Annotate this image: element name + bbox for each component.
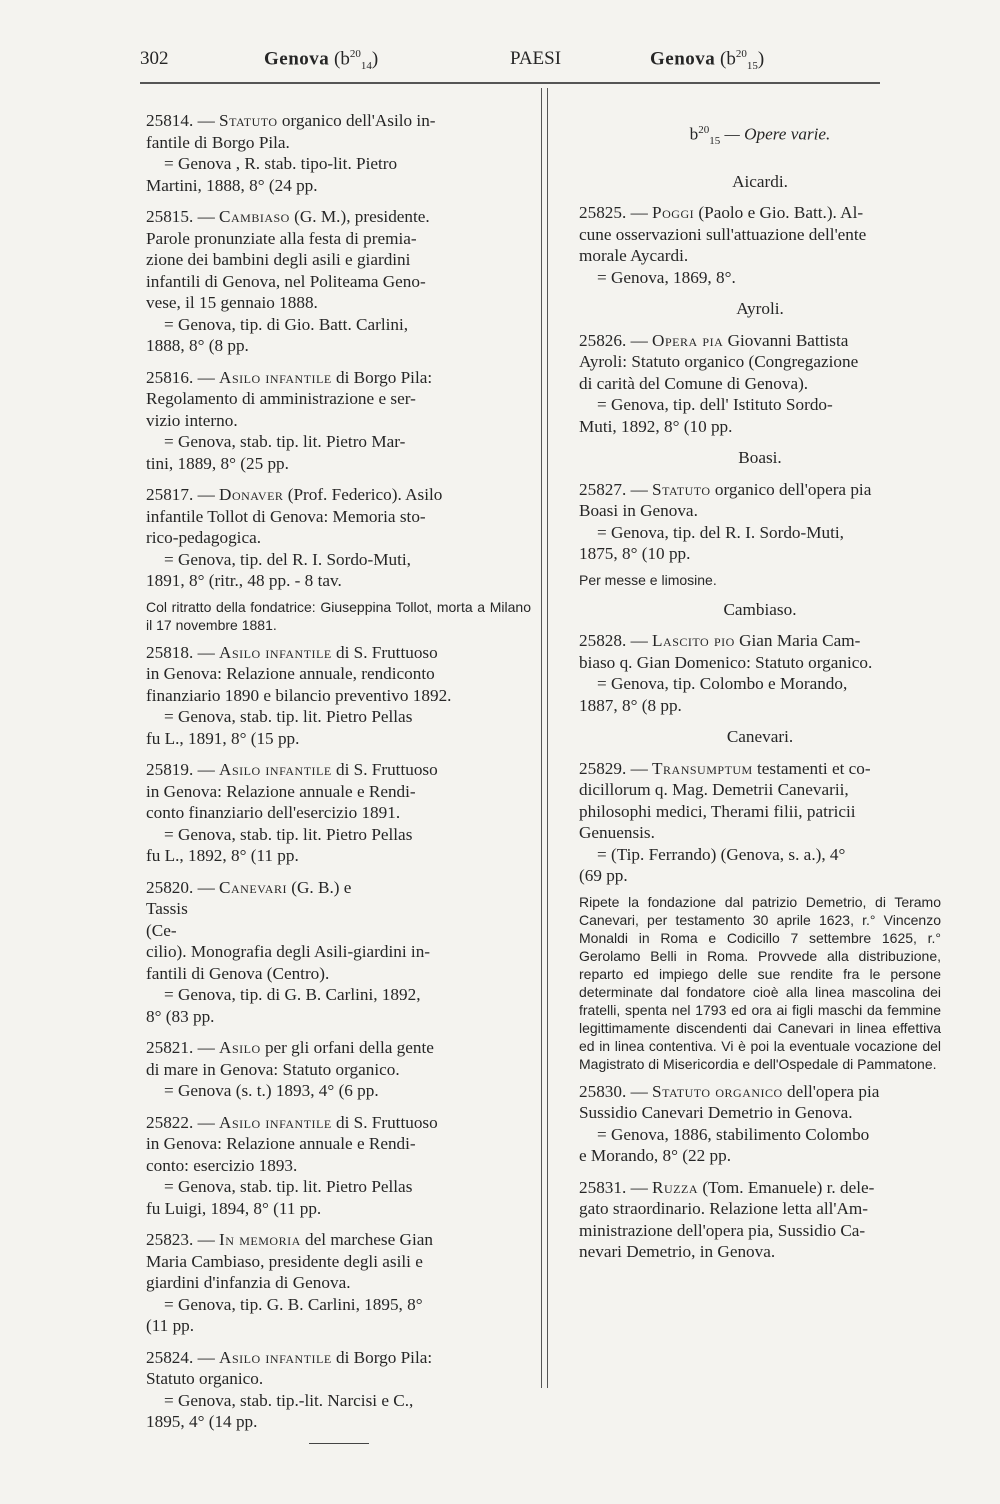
entry-heading-word: Canevari bbox=[219, 877, 287, 897]
entry-line: 1891, 8° (ritr., 48 pp. - 8 tav. bbox=[146, 571, 342, 590]
entry-heading-word: Poggi bbox=[652, 203, 695, 223]
entry-first-line bbox=[146, 759, 531, 781]
entry-line: = Genova, 1869, 8°. bbox=[597, 267, 736, 287]
entry-heading-word: Transumptum bbox=[652, 758, 753, 778]
entry-line: morale Aycardi. bbox=[579, 246, 689, 266]
bibliography-entry bbox=[146, 484, 531, 592]
entry-line: infantile Tollot di Genova: Memoria sto- bbox=[146, 506, 426, 526]
entry-text: 25828. — bbox=[579, 631, 653, 651]
entry-line: fu Luigi, 1894, 8° (11 pp. bbox=[146, 1198, 322, 1218]
entry-first-line bbox=[146, 110, 531, 132]
entry-line: in Genova: Relazione annuale e Rendi- bbox=[146, 1134, 416, 1153]
entry-line: biaso q. Gian Domenico: Statuto organico. bbox=[579, 652, 873, 672]
bibliography-entry bbox=[579, 330, 941, 438]
entry-heading-word: Asilo infantile bbox=[219, 1347, 332, 1367]
entry-heading-word: Lascito pio bbox=[652, 631, 735, 651]
entry-text: 25818. — bbox=[146, 642, 220, 662]
entry-text: 25816. — bbox=[146, 367, 220, 387]
left-column bbox=[146, 110, 531, 1444]
entry-first-line bbox=[146, 206, 531, 228]
entry-line: = Genova, tip. del R. I. Sordo-Muti, bbox=[597, 522, 844, 542]
subsection-heading: Aicardi. bbox=[732, 171, 788, 191]
entry-line: = Genova , R. stab. tipo-lit. Pietro bbox=[164, 154, 398, 173]
entry-line: 1888, 8° (8 pp. bbox=[146, 336, 249, 355]
entry-first-line bbox=[146, 1347, 531, 1369]
entry-line: zione dei bambini degli asili e giardini bbox=[146, 250, 411, 269]
entry-line: (69 pp. bbox=[579, 866, 628, 886]
entry-text: 25821. — bbox=[146, 1038, 220, 1057]
entry-text: 25826. — bbox=[579, 330, 653, 350]
entry-heading-word: Statuto bbox=[652, 479, 711, 499]
column-divider-2 bbox=[547, 88, 548, 1388]
entry-line: fu L., 1892, 8° (11 pp. bbox=[146, 846, 299, 865]
entry-text: 25829. — bbox=[579, 758, 653, 778]
entry-first-line bbox=[579, 330, 941, 352]
entry-line: philosophi medici, Therami filii, patricii bbox=[579, 801, 856, 821]
entry-line: Boasi in Genova. bbox=[579, 501, 698, 521]
entry-line: cune osservazioni sull'attuazione dell'ente bbox=[579, 224, 867, 244]
entry-line: Ayroli: Statuto organico (Congregazione bbox=[579, 352, 859, 372]
entry-heading-word: Asilo infantile bbox=[219, 760, 332, 779]
page-number: 302 bbox=[140, 48, 169, 69]
subsection-heading: Ayroli. bbox=[736, 299, 784, 319]
header-rule bbox=[140, 82, 880, 84]
entry-line: fu L., 1891, 8° (15 pp. bbox=[146, 728, 300, 748]
bibliography-entry bbox=[146, 642, 531, 750]
entry-text: organico dell'Asilo in- bbox=[277, 111, 436, 130]
entry-text: 25817. — bbox=[146, 485, 220, 504]
entry-line: Muti, 1892, 8° (10 pp. bbox=[579, 416, 733, 436]
entry-first-line bbox=[579, 479, 941, 501]
entry-line: ministrazione dell'opera pia, Sussidio Ca- bbox=[579, 1220, 866, 1240]
entry-text: 25827. — bbox=[579, 479, 653, 499]
entry-line: (Ce- bbox=[146, 920, 177, 940]
bibliography-entry bbox=[146, 206, 531, 357]
entry-line: = Genova, tip. di G. B. Carlini, 1892, bbox=[164, 985, 421, 1004]
entry-line: tini, 1889, 8° (25 pp. bbox=[146, 453, 289, 473]
header-center: PAESI bbox=[510, 48, 562, 69]
entry-line: rico-pedagogica. bbox=[146, 528, 262, 547]
entry-first-line bbox=[146, 367, 531, 389]
entry-text: 25820. — bbox=[146, 877, 220, 897]
entry-heading-word: Ruzza bbox=[652, 1177, 699, 1197]
entry-text: di Borgo Pila: bbox=[331, 1347, 433, 1367]
entry-first-line bbox=[146, 642, 531, 664]
entry-line: = Genova, 1886, stabilimento Colombo bbox=[597, 1124, 870, 1144]
entry-line: giardini d'infanzia di Genova. bbox=[146, 1273, 351, 1292]
entry-text: di S. Fruttuoso bbox=[331, 760, 438, 779]
entry-line: = Genova, tip. Colombo e Morando, bbox=[597, 674, 848, 694]
entry-line: Martini, 1888, 8° (24 pp. bbox=[146, 175, 318, 195]
entry-note: Col ritratto della fondatrice: Giuseppina Tollot, morta a Milano il 17 novembre 1881. bbox=[146, 598, 531, 633]
entry-line: Regolamento di amministrazione e ser- bbox=[146, 389, 416, 408]
entry-text: Giovanni Battista bbox=[723, 330, 849, 350]
entry-line: infantili di Genova, nel Politeama Geno- bbox=[146, 271, 426, 291]
entry-note: Per messe e limosine. bbox=[579, 571, 717, 588]
entry-text: di S. Fruttuoso bbox=[331, 1112, 438, 1132]
entry-line: finanziario 1890 e bilancio preventivo 1892. bbox=[146, 685, 452, 705]
bibliography-entry bbox=[146, 367, 531, 475]
entry-line: 1887, 8° (8 pp. bbox=[579, 695, 682, 715]
entry-note: Ripete la fondazione dal patrizio Demetrio, di Teramo Canevari, per testamento 30 aprile 1623, r.° Vincenzo Monaldi in Roma e Codicillo 7 settembre 1625, r.° Gerolamo Belli in Roma. Provvede alla distribuzione, reparto ed impiego delle sue rendite fra le persone determinate dal fondatore cioè alla linea mascolina dei fratelli, spenta nel 1793 ed ora ai figli maschi da femmine legittimamente discendenti dai Canevari in linea effettiva ed in linea contentiva. Vi è poi la eventuale vocazione del Magistrato di Misericordia e dell'Ospedale di Pammatone. bbox=[579, 893, 941, 1072]
entry-heading-word: Statuto organico bbox=[652, 1081, 783, 1101]
entry-text: 25825. — bbox=[579, 203, 653, 223]
entry-text: del marchese Gian bbox=[300, 1230, 433, 1249]
bibliography-entry bbox=[146, 877, 531, 1028]
bibliography-entry bbox=[579, 1177, 941, 1263]
entry-heading-word: Asilo infantile bbox=[219, 642, 332, 662]
entry-line: di mare in Genova: Statuto organico. bbox=[146, 1059, 400, 1079]
entry-text: (G. M.), presidente. bbox=[289, 207, 430, 226]
entry-text: 25819. — bbox=[146, 760, 220, 779]
entry-text: 25814. — bbox=[146, 111, 220, 130]
entry-line: Parole pronunziate alla festa di premia- bbox=[146, 228, 417, 248]
entry-text: dell'opera pia bbox=[782, 1081, 880, 1101]
subsection-heading: Cambiaso. bbox=[723, 599, 797, 619]
section-title: $b^{20}_{15}$ — Opere varie. bbox=[689, 124, 831, 148]
entry-line: Maria Cambiaso, presidente degli asili e bbox=[146, 1251, 423, 1271]
entry-text: 25824. — bbox=[146, 1347, 220, 1367]
entry-line: fantili di Genova (Centro). bbox=[146, 963, 330, 983]
entry-line: Tassis bbox=[146, 899, 188, 918]
entry-line: 1875, 8° (10 pp. bbox=[579, 544, 691, 564]
entry-first-line bbox=[146, 484, 531, 506]
entry-heading-word: Asilo infantile bbox=[219, 1112, 332, 1132]
entry-first-line bbox=[146, 1229, 531, 1251]
entry-first-line bbox=[579, 630, 941, 652]
entry-heading-word: Asilo infantile bbox=[219, 367, 332, 387]
entry-first-line bbox=[146, 1037, 531, 1059]
entry-line: = Genova, stab. tip. lit. Pietro Pellas bbox=[164, 707, 413, 726]
entry-heading-word: Cambiaso bbox=[219, 207, 290, 226]
subsection-heading: Canevari. bbox=[726, 727, 794, 747]
entry-line: = Genova, stab. tip. lit. Pietro Pellas bbox=[164, 824, 413, 844]
entry-line: in Genova: Relazione annuale e Rendi- bbox=[146, 781, 416, 801]
bibliography-entry bbox=[579, 630, 941, 716]
entry-line: = (Tip. Ferrando) (Genova, s. a.), 4° bbox=[597, 844, 846, 864]
bibliography-entry bbox=[146, 1347, 531, 1433]
entry-heading-word: Asilo bbox=[219, 1038, 261, 1057]
entry-first-line bbox=[146, 1112, 531, 1134]
entry-line: fantile di Borgo Pila. bbox=[146, 132, 290, 152]
entry-line: gato straordinario. Relazione letta all'Am- bbox=[579, 1199, 868, 1219]
entry-text: (G. B.) e bbox=[286, 877, 352, 897]
right-column bbox=[579, 110, 941, 1273]
entry-text: per gli orfani della gente bbox=[260, 1038, 434, 1057]
entry-line: (11 pp. bbox=[146, 1316, 195, 1335]
bibliography-entry bbox=[146, 1037, 531, 1102]
entry-line: vizio interno. bbox=[146, 410, 238, 430]
entry-line: nevari Demetrio, in Genova. bbox=[579, 1242, 776, 1262]
entry-line: vese, il 15 gennaio 1888. bbox=[146, 293, 318, 312]
entry-line: e Morando, 8° (22 pp. bbox=[579, 1146, 731, 1166]
entry-line: = Genova (s. t.) 1893, 4° (6 pp. bbox=[164, 1081, 379, 1100]
entry-text: (Prof. Federico). Asilo bbox=[283, 485, 443, 504]
bibliography-entry bbox=[579, 479, 941, 565]
entry-line: dicillorum q. Mag. Demetrii Canevarii, bbox=[579, 780, 849, 800]
bibliography-entry bbox=[579, 758, 941, 887]
bibliography-entry bbox=[579, 202, 941, 288]
entry-line: = Genova, stab. tip.-lit. Narcisi e C., bbox=[164, 1390, 414, 1410]
bibliography-entry bbox=[146, 1229, 531, 1337]
entry-line: Genuensis. bbox=[579, 823, 655, 843]
entry-heading-word: Opera pia bbox=[652, 330, 724, 350]
entry-text: 25815. — bbox=[146, 207, 220, 226]
entry-text: organico dell'opera pia bbox=[710, 479, 872, 499]
entry-line: Statuto organico. bbox=[146, 1369, 264, 1388]
entry-first-line bbox=[146, 877, 531, 899]
entry-text: (Tom. Emanuele) r. dele- bbox=[698, 1177, 875, 1197]
entry-line: = Genova, tip. di Gio. Batt. Carlini, bbox=[164, 314, 409, 334]
entry-text: di S. Fruttuoso bbox=[331, 642, 438, 662]
entry-heading-word: Statuto bbox=[219, 111, 278, 130]
entry-text: 25823. — bbox=[146, 1230, 220, 1249]
bibliography-entry bbox=[146, 1112, 531, 1220]
entry-line: = Genova, tip. del R. I. Sordo-Muti, bbox=[164, 549, 411, 569]
entry-first-line bbox=[579, 1081, 941, 1103]
entry-line: in Genova: Relazione annuale, rendiconto bbox=[146, 664, 435, 683]
entry-line: = Genova, stab. tip. lit. Pietro Pellas bbox=[164, 1177, 413, 1196]
entry-text: 25831. — bbox=[579, 1177, 653, 1197]
entry-line: = Genova, tip. dell' Istituto Sordo- bbox=[597, 395, 833, 415]
column-divider bbox=[541, 88, 542, 1388]
bibliography-entry bbox=[579, 1081, 941, 1167]
column-end-rule bbox=[309, 1443, 369, 1444]
bibliography-entry bbox=[146, 110, 531, 196]
entry-line: = Genova, tip. G. B. Carlini, 1895, 8° bbox=[164, 1294, 423, 1314]
header-right-title: Genova $(b^{20}_{15})$ bbox=[650, 48, 765, 73]
entry-line: di carità del Comune di Genova). bbox=[579, 373, 809, 393]
entry-text: testamenti et co- bbox=[752, 758, 871, 778]
entry-heading-word: Donaver bbox=[219, 485, 284, 504]
entry-text: di Borgo Pila: bbox=[331, 367, 433, 387]
entry-first-line bbox=[579, 1177, 941, 1199]
entry-line: conto: esercizio 1893. bbox=[146, 1155, 298, 1175]
entry-text: Gian Maria Cam- bbox=[734, 631, 861, 651]
entry-line: conto finanziario dell'esercizio 1891. bbox=[146, 803, 401, 822]
entry-heading-word: In memoria bbox=[219, 1230, 301, 1249]
entry-line: cilio). Monografia degli Asili-giardini in- bbox=[146, 942, 431, 961]
bibliography-entry bbox=[146, 759, 531, 867]
entry-line: 1895, 4° (14 pp. bbox=[146, 1412, 258, 1431]
entry-line: = Genova, stab. tip. lit. Pietro Mar- bbox=[164, 432, 406, 451]
subsection-heading: Boasi. bbox=[738, 448, 782, 468]
entry-text: (Paolo e Gio. Batt.). Al- bbox=[694, 203, 864, 223]
entry-first-line bbox=[579, 758, 941, 780]
entry-line: Sussidio Canevari Demetrio in Genova. bbox=[579, 1103, 853, 1123]
entry-line: 8° (83 pp. bbox=[146, 1006, 215, 1026]
entry-text: 25822. — bbox=[146, 1112, 220, 1132]
entry-text: 25830. — bbox=[579, 1081, 653, 1101]
entry-first-line bbox=[579, 202, 941, 224]
header-left-title: Genova $(b^{20}_{14})$ bbox=[264, 48, 379, 73]
running-header bbox=[140, 48, 880, 82]
